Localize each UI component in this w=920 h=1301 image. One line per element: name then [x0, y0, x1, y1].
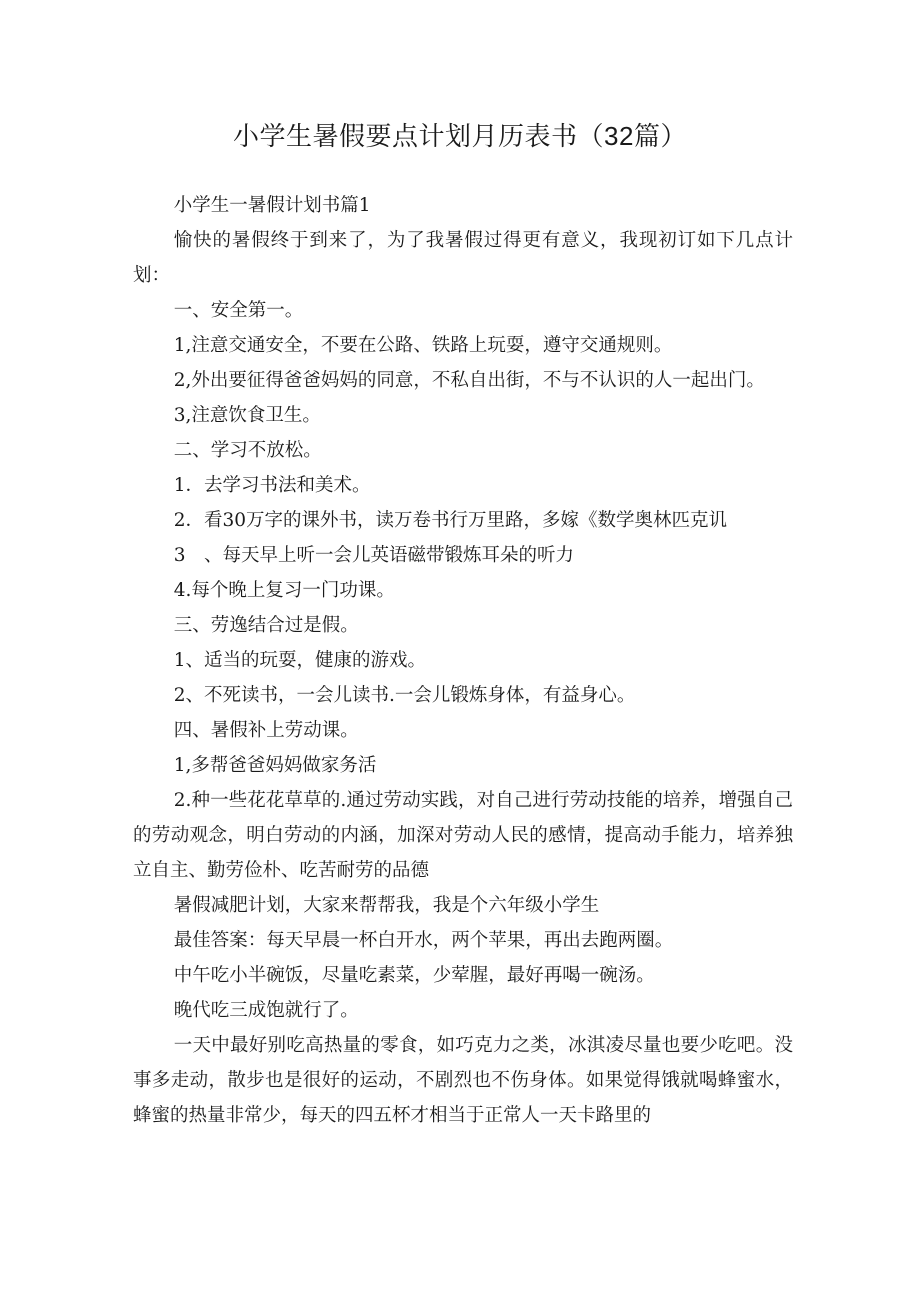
list-item: 1．去学习书法和美术。 — [173, 475, 371, 496]
list-item: 1,注意交通安全，不要在公路、铁路上玩耍，遵守交通规则。 — [173, 335, 673, 356]
paragraph: 晚代吃三成饱就行了。 — [173, 1000, 359, 1021]
list-item: 2、不死读书，一会儿读书.一会儿锻炼身体，有益身心。 — [173, 685, 636, 706]
paragraph: 中午吃小半碗饭，尽量吃素菜，少荤腥，最好再喝一碗汤。 — [173, 965, 655, 986]
document-body — [133, 188, 793, 1133]
paragraph: 一天中最好别吃高热量的零食，如巧克力之类，冰淇凌尽量也要少吃吧。没事多走动，散步也是很好的运动，不剧烈也不伤身体。如果觉得饿就喝蜂蜜水，蜂蜜的热量非常少，每天的四五杯才相当于正常人一天卡路里的 — [133, 1035, 793, 1126]
paragraph: 最佳答案：每天早晨一杯白开水，两个苹果，再出去跑两圈。 — [173, 930, 674, 951]
list-item: 2,外出要征得爸爸妈妈的同意，不私自出街，不与不认识的人一起出门。 — [173, 370, 765, 391]
paragraph-heading: 小学生一暑假计划书篇1 — [173, 195, 371, 216]
section-heading: 三、劳逸结合过是假。 — [173, 615, 359, 636]
section-heading: 一、安全第一。 — [173, 300, 304, 321]
list-item: 4.每个晚上复习一门功课。 — [173, 580, 395, 601]
paragraph: 暑假减肥计划，大家来帮帮我，我是个六年级小学生 — [173, 895, 600, 916]
list-item: 1,多帮爸爸妈妈做家务活 — [173, 755, 377, 776]
list-item: 3 、每天早上听一会儿英语磁带锻炼耳朵的听力 — [173, 545, 574, 566]
section-heading: 四、暑假补上劳动课。 — [173, 720, 359, 741]
list-item: 3,注意饮食卫生。 — [173, 405, 321, 426]
paragraph: 愉快的暑假终于到来了，为了我暑假过得更有意义，我现初订如下几点计划： — [133, 230, 793, 286]
list-item: 2.种一些花花草草的.通过劳动实践，对自己进行劳动技能的培养，增强自己的劳动观念，明白劳动的内涵，加深对劳动人民的感情，提高动手能力，培养独立自主、勤劳俭朴、吃苦耐劳的品德 — [133, 790, 793, 881]
list-item: 1、适当的玩耍，健康的游戏。 — [173, 650, 426, 671]
list-item: 2．看30万字的课外书，读万卷书行万里路，多嫁《数学奥林匹克讥 — [173, 510, 728, 531]
section-heading: 二、学习不放松。 — [173, 440, 322, 461]
document-title: 小学生暑假要点计划月历表书（32篇） — [233, 121, 687, 151]
